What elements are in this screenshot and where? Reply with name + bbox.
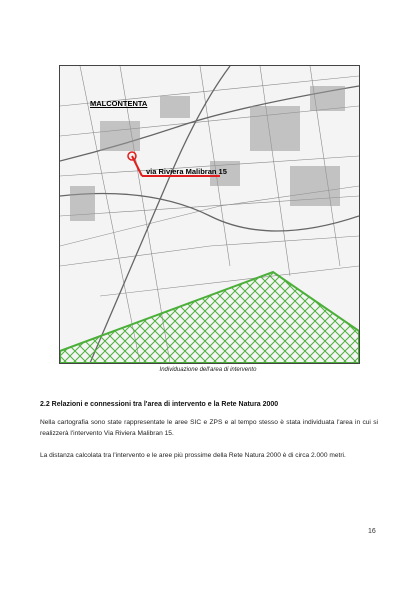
natura-2000-area	[60, 272, 359, 363]
site-label: via Riviera Malibran 15	[146, 167, 227, 176]
site-map	[59, 65, 360, 364]
page-number: 16	[368, 528, 376, 535]
paragraph-2: La distanza calcolata tra l'intervento e le aree più prossime della Rete Natura 2000 è di circa 2.000 metri.	[40, 452, 346, 459]
section-heading: 2.2 Relazioni e connessioni tra l'area di intervento e la Rete Natura 2000	[40, 401, 279, 408]
figure-caption: Individuazione dell'area di intervento	[159, 367, 257, 373]
town-label: MALCONTENTA	[90, 99, 148, 108]
paragraph-1: Nella cartografia sono state rappresentate le aree SIC e ZPS e al tempo stesso è stata individuata l'area in cui si realizzerà l'intervento Via Riviera Malibran 15.	[40, 419, 378, 437]
map-drawing	[60, 66, 359, 363]
site-pointer-line	[132, 156, 142, 176]
